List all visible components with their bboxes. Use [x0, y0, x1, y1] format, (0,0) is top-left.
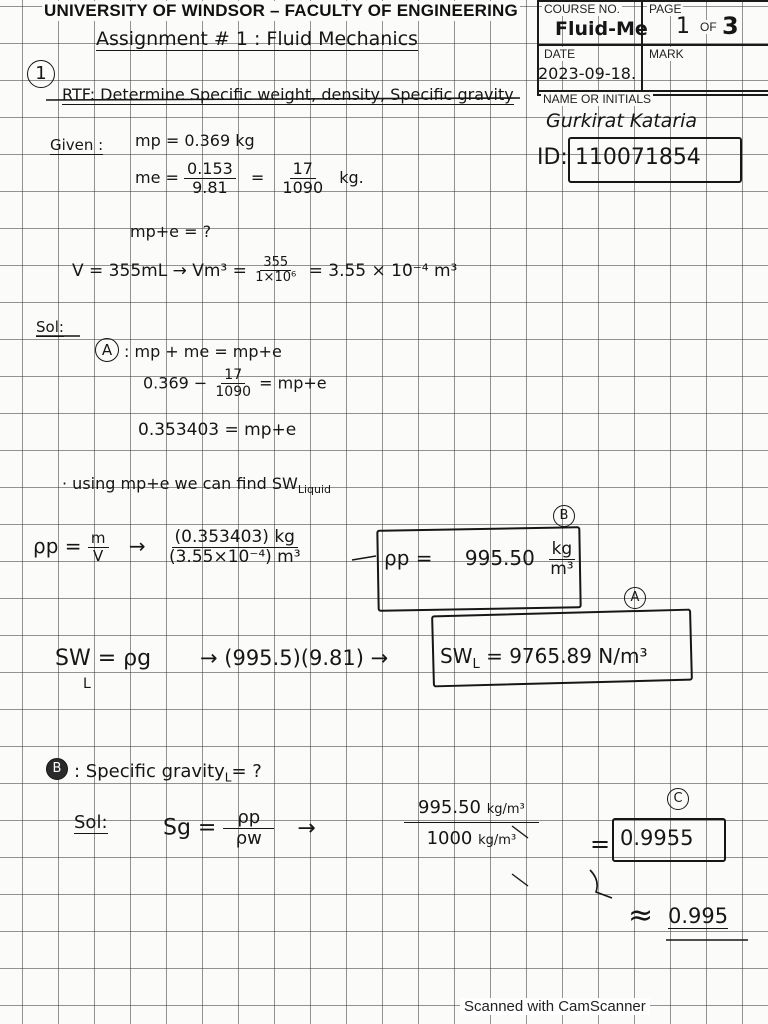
- sw-ans-sub: L: [472, 657, 480, 672]
- density-marker: B: [553, 505, 575, 527]
- sg-den-value: 1000: [426, 827, 473, 849]
- sg-num-unit: kg/m³: [486, 802, 525, 817]
- me-num-2: 17: [290, 160, 316, 179]
- me-num: 0.153: [184, 160, 236, 179]
- page-value: 1: [676, 14, 690, 39]
- line2-rhs: = mp+e: [259, 373, 327, 393]
- rtf-underline: [46, 98, 520, 100]
- line2-lhs: 0.369 −: [143, 373, 208, 393]
- sg-marker: C: [667, 788, 689, 810]
- page-label: PAGE: [649, 2, 682, 16]
- sw-ans-value: = 9765.89 N/m³: [486, 644, 648, 668]
- rho-num: (0.353403) kg: [172, 528, 298, 548]
- me-den: 9.81: [192, 177, 228, 197]
- part-b-sub: L: [224, 770, 232, 785]
- sw-subscript: L: [83, 676, 91, 692]
- specific-weight-marker: A: [624, 587, 646, 609]
- sg-num: ρp: [223, 808, 274, 829]
- rho-lhs: ρp =: [33, 534, 82, 559]
- sg-lhs: Sg =: [163, 815, 217, 841]
- sg-equals: =: [590, 830, 611, 858]
- line2-num: 17: [221, 368, 245, 384]
- v-den: 1×10⁶: [255, 270, 297, 286]
- rho-den: (3.55×10⁻⁴) m³: [168, 546, 301, 567]
- approx-symbol: ≈: [628, 898, 654, 933]
- rho-ans-unit-num: kg: [549, 540, 576, 560]
- v-rhs: = 3.55 × 10⁻⁴ m³: [308, 261, 458, 282]
- given-label: Given :: [50, 136, 104, 154]
- problem-number: 1: [27, 60, 55, 88]
- date-label: DATE: [544, 47, 576, 61]
- using-sub: Liquid: [297, 483, 332, 497]
- part-a-line-3: 0.353403 = mp+e: [138, 420, 297, 440]
- part-b-marker: B: [46, 758, 68, 780]
- v-lhs: V = 355mL → Vm³ =: [72, 261, 247, 282]
- page-total: 3: [722, 12, 739, 40]
- sg-sol-label: Sol:: [74, 812, 108, 833]
- page-of-label: OF: [700, 20, 717, 34]
- sg-arrow: →: [297, 815, 316, 841]
- rtf-statement: RTF: Determine Specific weight, density, Specific gravity: [62, 85, 514, 104]
- me-den-2: 1090: [282, 177, 324, 197]
- unit-cancel-1: [512, 826, 528, 838]
- part-b-text: : Specific gravity: [74, 761, 225, 782]
- using-text: · using mp+e we can find SW: [62, 474, 298, 493]
- mark-label: MARK: [649, 47, 684, 61]
- rho-ans-lhs: ρp =: [384, 546, 433, 571]
- me-unit: kg.: [339, 167, 364, 187]
- approx-arrow: [590, 870, 612, 898]
- v-num: 355: [260, 256, 291, 271]
- name-value: Gurkirat Kataria: [546, 110, 698, 132]
- part-b-end: = ?: [231, 761, 262, 782]
- rho-arrow: →: [128, 534, 146, 559]
- assignment-title: Assignment # 1 : Fluid Mechanics: [96, 28, 418, 50]
- density-arrow: [352, 556, 376, 560]
- sw-lhs: SW = ρg: [55, 646, 152, 671]
- sg-den: ρw: [235, 827, 262, 849]
- rho-m: m: [88, 530, 109, 548]
- me-equals: =: [250, 167, 265, 187]
- unit-cancel-2: [512, 874, 528, 886]
- course-no-label: COURSE NO.: [544, 2, 621, 16]
- student-id: ID: 110071854: [537, 145, 701, 170]
- part-a-equation: : mp + me = mp+e: [124, 342, 282, 361]
- name-label: NAME OR INITIALS: [543, 92, 652, 106]
- me-lhs: me =: [135, 167, 179, 187]
- course-no-value: Fluid-Me: [555, 18, 648, 40]
- line2-den: 1090: [215, 384, 252, 401]
- sw-ans-lhs: SW: [440, 644, 473, 668]
- sg-den-unit: kg/m³: [478, 832, 517, 848]
- date-value: 2023-09-18.: [538, 64, 637, 83]
- sg-answer: 0.9955: [620, 826, 694, 850]
- university-header: UNIVERSITY OF WINDSOR – FACULTY OF ENGINEERING: [44, 1, 518, 20]
- scanner-watermark: Scanned with CamScanner: [460, 998, 650, 1015]
- given-mp: mp = 0.369 kg: [135, 131, 255, 150]
- given-mpte: mp+e = ?: [130, 222, 212, 241]
- rho-ans-value: 995.50: [464, 546, 535, 571]
- rho-v: V: [93, 546, 104, 565]
- part-a-marker: A: [95, 338, 119, 362]
- approx-value: 0.995: [668, 904, 729, 928]
- sol-label: Sol:: [36, 318, 64, 336]
- rho-ans-unit-den: m³: [550, 558, 574, 579]
- sg-num-value: 995.50: [418, 797, 481, 818]
- specific-weight-calc: → (995.5)(9.81) →: [200, 646, 389, 670]
